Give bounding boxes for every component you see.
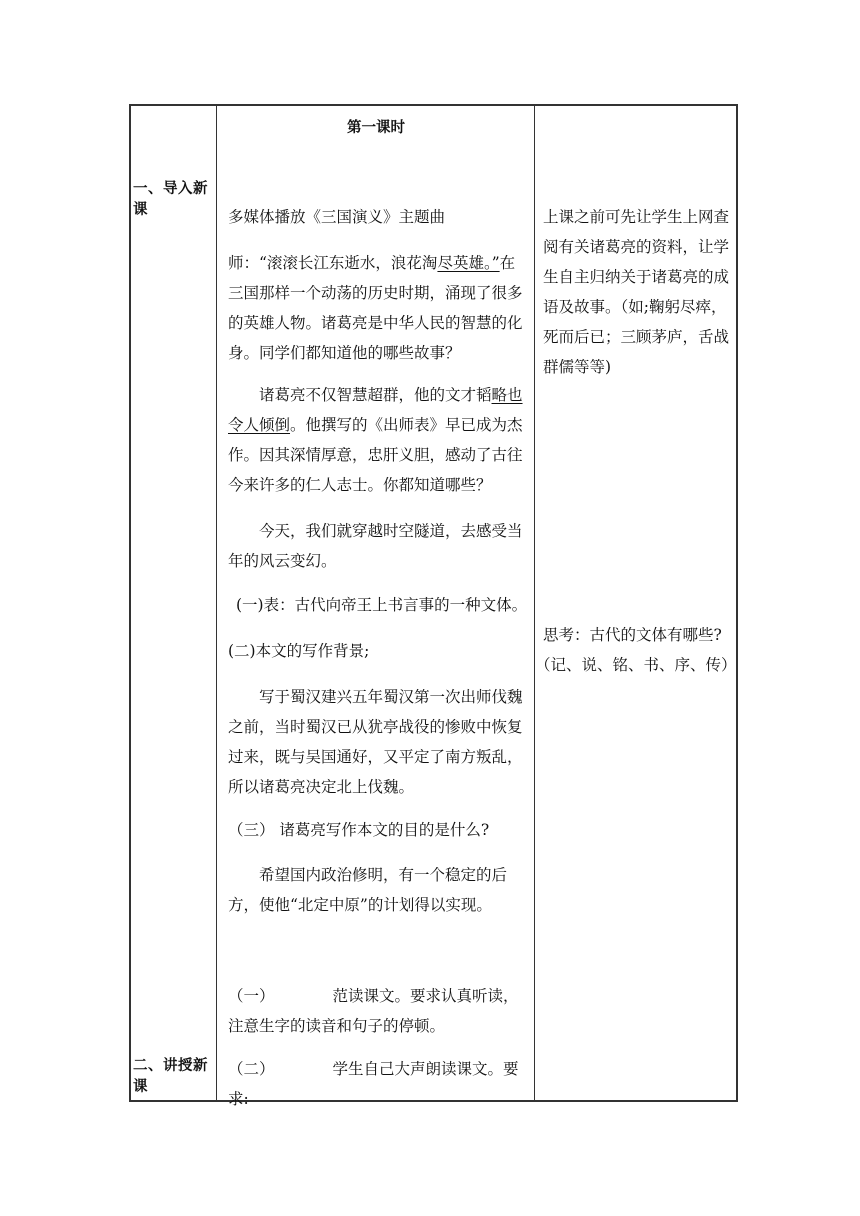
teacher-quote-underlined: 尽英雄。” (437, 254, 500, 272)
note-think-answer: （记、说、铭、书、序、传） (535, 656, 737, 674)
paragraph-background-heading: (二)本文的写作背景; (228, 642, 370, 660)
step-text: 范读课文。要求认真听读，注意生字的读音和句子的停顿。 (228, 987, 519, 1035)
column-divider (216, 106, 217, 1100)
note-think-question: 思考：古代的文体有哪些? (543, 626, 722, 644)
paragraph-model-reading (228, 981, 528, 1041)
lesson-table (129, 104, 738, 1108)
note-preparation: 上课之前可先让学生上网查阅有关诸葛亮的资料，让学生自主归纳关于诸葛亮的成语及故事。（如;鞠躬尽瘁，死而后已；三顾茅庐，舌战群儒等等) (543, 208, 730, 376)
paragraph-background: 写于蜀汉建兴五年蜀汉第一次出师伐魏之前，当时蜀汉已从犹亭战役的惨败中恢复过来，既与吴国通好，又平定了南方叛乱，所以诸葛亮决定北上伐魏。 (228, 688, 523, 796)
notes-column (536, 106, 736, 1100)
talent-start: 诸葛亮不仅智慧超群，他的文才韬 (259, 386, 492, 404)
section-teach-heading: 二、讲授新课 (133, 1058, 208, 1095)
paragraph-purpose-answer: 希望国内政治修明，有一个稳定的后方，使他“北定中原”的计划得以实现。 (228, 866, 508, 914)
talent-underlined: 略也令人倾倒 (228, 386, 523, 434)
paragraph-today: 今天，我们就穿越时空隧道，去感受当年的风云变幻。 (228, 522, 523, 570)
step-number: （二） (228, 1060, 275, 1078)
step-number: （一） (228, 987, 275, 1005)
teacher-quote-rest: 在三国那样一个动荡的历史时期，涌现了很多的英雄人物。诸葛亮是中华人民的智慧的化身。同学们都知道他的哪些故事？ (228, 254, 523, 362)
step-text: 学生自己大声朗读课文。要求: (228, 1060, 519, 1108)
paragraph-music: 多媒体播放《三国演义》主题曲 (228, 208, 446, 226)
content-column (218, 106, 534, 1108)
lesson-title: 第一课时 (347, 120, 405, 136)
paragraph-purpose-question: （三） 诸葛亮写作本文的目的是什么? (228, 821, 490, 839)
paragraph-biao-definition: (一)表：古代向帝王上书言事的一种文体。 (236, 596, 528, 614)
section-intro-heading: 一、导入新课 (133, 181, 208, 218)
paragraph-teacher-intro (228, 248, 528, 368)
talent-rest: 。他撰写的《出师表》早已成为杰作。因其深情厚意，忠肝义胆，感动了古往今来许多的仁人志士。你都知道哪些？ (228, 416, 523, 494)
paragraph-self-reading (228, 1054, 528, 1114)
section-column (131, 106, 216, 1100)
paragraph-zhuge-talent (228, 380, 528, 500)
teacher-quote-start: 师：“滚滚长江东逝水，浪花淘 (228, 254, 438, 272)
